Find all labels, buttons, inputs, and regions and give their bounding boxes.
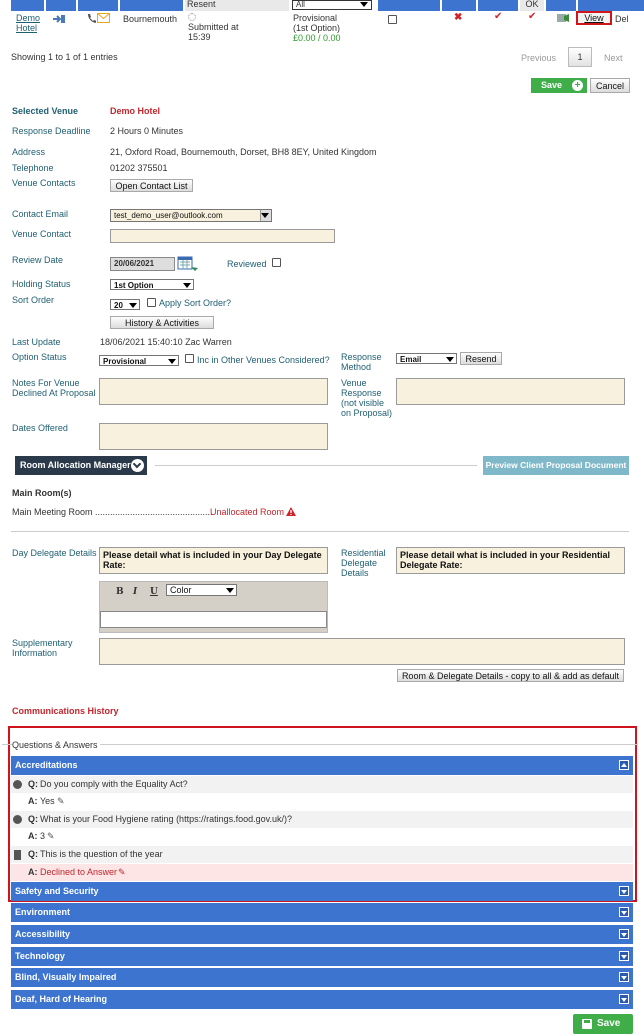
question-row: Q: Do you comply with the Equality Act? bbox=[11, 776, 633, 793]
answer-row: A: Yes ✎ bbox=[11, 793, 633, 810]
answer-text: Declined to Answer bbox=[40, 867, 118, 877]
building-icon bbox=[14, 850, 21, 860]
telephone-label: Telephone bbox=[12, 163, 54, 173]
section-technology[interactable]: Technology bbox=[11, 947, 633, 966]
telephone-value: 01202 375501 bbox=[110, 163, 168, 173]
pager-page[interactable]: 1 bbox=[568, 47, 592, 67]
globe-icon bbox=[13, 815, 22, 824]
venue-contact-input[interactable] bbox=[110, 229, 335, 243]
address-label: Address bbox=[12, 147, 46, 157]
qa-legend: Questions & Answers bbox=[12, 740, 98, 750]
check-icon: ✔ bbox=[494, 11, 503, 22]
venue-response-textarea[interactable] bbox=[396, 378, 625, 405]
entries-info: Showing 1 to 1 of 1 entries bbox=[11, 52, 118, 62]
notes-label: Notes For Venue Declined At Proposal bbox=[12, 378, 96, 398]
contacts-label: Venue Contacts bbox=[12, 178, 76, 188]
open-contact-list-button[interactable]: Open Contact List bbox=[110, 179, 193, 192]
document-icon[interactable] bbox=[556, 13, 570, 23]
supplementary-label: Supplementary Information bbox=[12, 638, 73, 658]
selected-venue-value: Demo Hotel bbox=[110, 106, 161, 116]
last-update-value: 18/06/2021 15:40:10 Zac Warren bbox=[100, 337, 232, 347]
question-text: What is your Food Hygiene rating (https://ratings.food.gov.uk/)? bbox=[40, 814, 292, 824]
row-checkbox[interactable] bbox=[388, 15, 397, 24]
expand-icon[interactable] bbox=[619, 972, 629, 982]
table-header bbox=[0, 0, 644, 11]
color-select[interactable]: Color bbox=[166, 584, 237, 596]
preview-proposal-button[interactable]: Preview Client Proposal Document bbox=[483, 456, 629, 475]
expand-icon[interactable] bbox=[619, 929, 629, 939]
dates-offered-label: Dates Offered bbox=[12, 423, 68, 433]
contact-email-label: Contact Email bbox=[12, 209, 69, 219]
resend-button[interactable]: Resend bbox=[460, 352, 502, 365]
day-delegate-textarea[interactable]: Please detail what is included in your Day Delegate Rate: bbox=[99, 547, 328, 574]
cross-icon: ✖ bbox=[454, 12, 463, 23]
expand-icon[interactable] bbox=[619, 886, 629, 896]
reviewed-checkbox[interactable] bbox=[272, 258, 281, 267]
resent-status: Submitted at 15:39 bbox=[188, 22, 239, 42]
option-status-select[interactable]: Provisional bbox=[99, 355, 179, 366]
section-accessibility[interactable]: Accessibility bbox=[11, 925, 633, 944]
deadline-label: Response Deadline bbox=[12, 126, 91, 136]
response-method-select[interactable]: Email bbox=[396, 353, 457, 364]
sort-order-label: Sort Order bbox=[12, 295, 55, 305]
main-meeting-room: Main Meeting Room ............................................... bbox=[12, 507, 213, 517]
row-amount: £0.00 / 0.00 bbox=[293, 33, 341, 43]
expand-icon[interactable] bbox=[619, 907, 629, 917]
save-button-bottom[interactable]: Save bbox=[573, 1014, 633, 1034]
question-row: Q: What is your Food Hygiene rating (https://ratings.food.gov.uk/)? bbox=[11, 811, 633, 828]
review-date-label: Review Date bbox=[12, 255, 64, 265]
reviewed-label: Reviewed bbox=[227, 259, 267, 269]
residential-delegate-textarea[interactable]: Please detail what is included in your Residential Delegate Rate: bbox=[396, 547, 625, 574]
editor-input[interactable] bbox=[100, 611, 327, 628]
ok-header: OK bbox=[520, 0, 544, 11]
address-value: 21, Oxford Road, Bournemouth, Dorset, BH8 8EY, United Kingdom bbox=[110, 147, 377, 157]
day-delegate-label: Day Delegate Details bbox=[12, 548, 97, 558]
delete-link[interactable]: Del bbox=[615, 14, 629, 24]
venue-link[interactable]: Demo Hotel bbox=[16, 13, 41, 33]
section-environment[interactable]: Environment bbox=[11, 903, 633, 922]
login-icon[interactable] bbox=[52, 14, 66, 24]
holding-status-label: Holding Status bbox=[12, 279, 71, 289]
question-text: This is the question of the year bbox=[40, 849, 163, 859]
row-status: Provisional bbox=[293, 13, 338, 23]
city-cell: Bournemouth bbox=[123, 14, 178, 24]
pager-next[interactable]: Next bbox=[604, 53, 623, 63]
cancel-button[interactable]: Cancel bbox=[590, 78, 630, 93]
answer-text: Yes bbox=[40, 796, 55, 806]
expand-icon[interactable] bbox=[619, 994, 629, 1004]
question-text: Do you comply with the Equality Act? bbox=[40, 779, 188, 789]
option-status-label: Option Status bbox=[12, 352, 67, 362]
email-icon[interactable] bbox=[97, 13, 110, 23]
pencil-icon[interactable]: ✎ bbox=[47, 831, 55, 841]
spinner-icon bbox=[188, 13, 196, 21]
section-safety-security[interactable]: Safety and Security bbox=[11, 882, 633, 901]
supplementary-textarea[interactable] bbox=[99, 638, 625, 665]
warning-icon bbox=[286, 507, 296, 517]
main-rooms-title: Main Room(s) bbox=[12, 488, 72, 498]
inc-other-venues-checkbox[interactable] bbox=[185, 354, 194, 363]
divider-line bbox=[155, 465, 477, 466]
bold-button[interactable]: B bbox=[116, 587, 124, 597]
sort-order-select[interactable]: 20 bbox=[110, 299, 140, 310]
deadline-value: 2 Hours 0 Minutes bbox=[110, 126, 184, 136]
floppy-disk-icon bbox=[582, 1019, 592, 1029]
section-divider bbox=[11, 531, 629, 532]
answer-text: 3 bbox=[40, 831, 46, 841]
question-row: Q: This is the question of the year bbox=[11, 846, 633, 863]
pager-previous[interactable]: Previous bbox=[521, 53, 557, 63]
pencil-icon[interactable]: ✎ bbox=[118, 867, 126, 877]
plus-icon: + bbox=[572, 80, 583, 91]
copy-to-all-button[interactable]: Room & Delegate Details - copy to all & add as default bbox=[397, 669, 624, 682]
phone-icon[interactable] bbox=[86, 13, 96, 23]
history-activities-button[interactable]: History & Activities bbox=[110, 316, 214, 329]
communications-history-title: Communications History bbox=[12, 706, 119, 716]
residential-delegate-label: Residential Delegate Details bbox=[341, 548, 386, 578]
section-deaf-hard-of-hearing[interactable]: Deaf, Hard of Hearing bbox=[11, 990, 633, 1009]
response-method-label: Response Method bbox=[341, 352, 382, 372]
table-row bbox=[0, 11, 644, 44]
section-blind-visually-impaired[interactable]: Blind, Visually Impaired bbox=[11, 968, 633, 987]
collapse-icon[interactable] bbox=[619, 760, 629, 770]
answer-row: A: Declined to Answer ✎ bbox=[11, 864, 633, 881]
venue-response-label: Venue Response (not visible on Proposal) bbox=[341, 378, 393, 418]
contact-email-select[interactable]: test_demo_user@outlook.com bbox=[110, 209, 272, 222]
venue-contact-label: Venue Contact bbox=[12, 229, 72, 239]
italic-button[interactable]: I bbox=[133, 587, 138, 597]
expand-icon[interactable] bbox=[619, 951, 629, 961]
holding-status-select[interactable]: 1st Option bbox=[110, 279, 194, 290]
resent-header: Resent bbox=[185, 0, 289, 11]
apply-sort-order-label: Apply Sort Order? bbox=[159, 298, 232, 308]
room-allocation-manager-button[interactable]: Room Allocation Manager bbox=[15, 456, 147, 475]
notes-textarea[interactable] bbox=[99, 378, 328, 405]
pencil-icon[interactable]: ✎ bbox=[57, 796, 65, 806]
globe-icon bbox=[13, 780, 22, 789]
unallocated-room: Unallocated Room bbox=[210, 507, 285, 517]
selected-venue-label: Selected Venue bbox=[12, 106, 79, 116]
save-button-top[interactable]: Save + bbox=[531, 78, 587, 93]
dates-offered-textarea[interactable] bbox=[99, 423, 328, 450]
last-update-label: Last Update bbox=[12, 337, 61, 347]
underline-button[interactable]: U bbox=[150, 587, 158, 597]
row-option: (1st Option) bbox=[293, 23, 341, 33]
view-link[interactable]: View bbox=[576, 11, 612, 25]
chevron-down-icon bbox=[131, 459, 144, 472]
calendar-icon[interactable] bbox=[177, 256, 199, 272]
editor-toolbar bbox=[100, 582, 329, 604]
section-accreditations[interactable]: Accreditations bbox=[11, 756, 633, 775]
check-ok-icon: ✔ bbox=[528, 11, 537, 22]
inc-other-venues-label: Inc in Other Venues Considered? bbox=[197, 355, 330, 365]
answer-row: A: 3 ✎ bbox=[11, 828, 633, 845]
rich-text-editor[interactable] bbox=[99, 581, 328, 633]
review-date-input[interactable]: 20/06/2021 bbox=[110, 257, 175, 271]
apply-sort-order-checkbox[interactable] bbox=[147, 298, 156, 307]
status-filter-select[interactable]: All bbox=[292, 0, 372, 10]
